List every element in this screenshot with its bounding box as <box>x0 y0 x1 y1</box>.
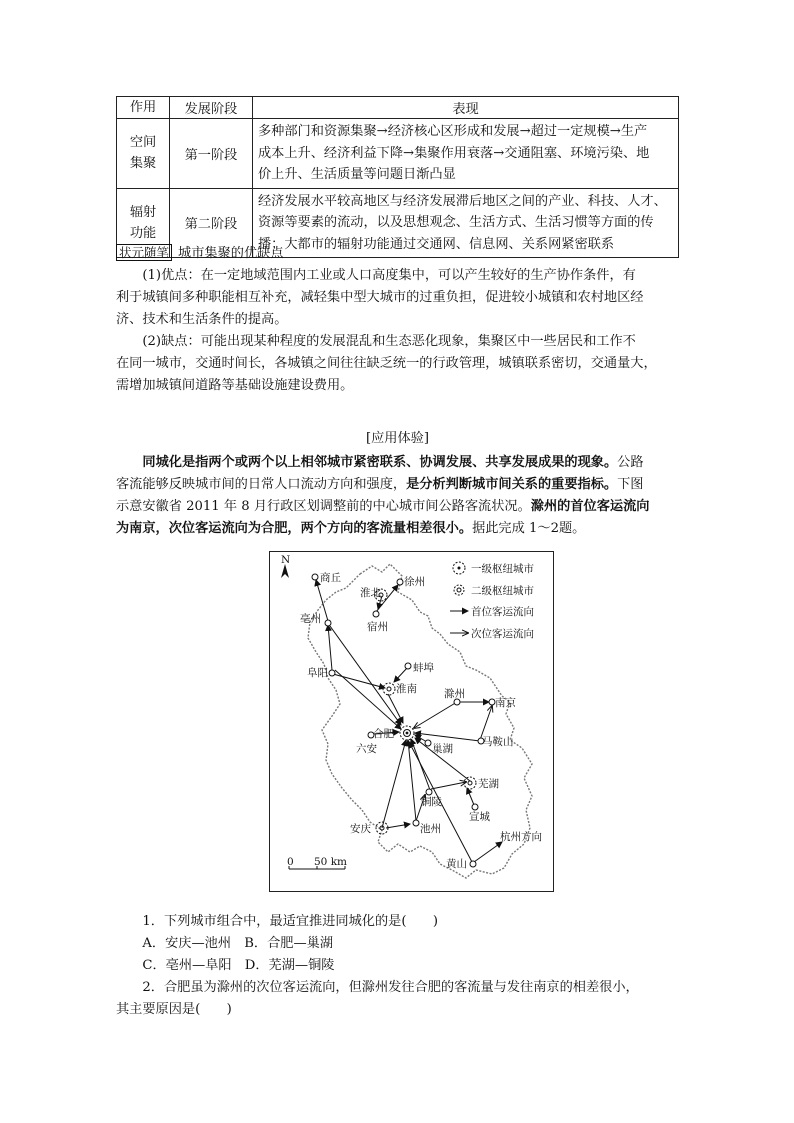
note-heading <box>116 243 679 265</box>
legend-primary-flow: 首位客运流向 <box>471 606 534 618</box>
table-header-row <box>117 97 679 119</box>
question-1-options-cd: C．亳州—阜阳 D．芜湖—铜陵 <box>142 958 335 973</box>
city-bengbu: 蚌埠 <box>413 662 434 674</box>
question-2 <box>116 977 679 1021</box>
note-tag: 状元随笔 <box>116 244 172 261</box>
city-anqing: 安庆 <box>350 823 371 835</box>
question-1 <box>116 911 679 977</box>
row-stage: 第一阶段 <box>170 119 253 189</box>
scale-bar <box>287 856 347 869</box>
city-huangshan: 黄山 <box>446 858 467 870</box>
legend-second-hub: 二级枢纽城市 <box>471 585 534 597</box>
map-svg <box>270 552 553 891</box>
city-tongling: 铜陵 <box>421 796 442 808</box>
question-2-line1: 2．合肥虽为滁州的次位客运流向，但滁州发往合肥的客流量与发往南京的相差很小， <box>142 980 639 995</box>
city-wuhu: 芜湖 <box>478 778 499 790</box>
city-markers <box>312 574 495 867</box>
row-performance: 多种部门和资源集聚→经济核心区形成和发展→超过一定规模→生产 成本上升、经济利益下降→集聚作用衰落→交通阻塞、环境污染、地 价上升、生活质量等问题日渐凸显 <box>253 119 679 189</box>
row-role: 空间 集聚 <box>117 119 170 189</box>
city-luan: 六安 <box>356 743 377 755</box>
passenger-flow-map <box>269 551 554 892</box>
city-hefei: 合肥 <box>373 728 394 740</box>
section-title: [应用体验] <box>365 431 430 446</box>
city-xuancheng: 宣城 <box>469 811 490 823</box>
city-hangzhou: 杭州方向 <box>500 831 542 843</box>
city-chaohu: 巢湖 <box>432 743 453 755</box>
north-arrow-icon <box>281 564 289 578</box>
city-bozhou: 亳州 <box>300 613 321 625</box>
header-performance: 表现 <box>253 97 679 119</box>
note-advantages: (1)优点：在一定地域范围内工业或人口高度集中，可以产生较好的生产协作条件，有 利于城镇间多种职能相互补充，减轻集中型大城市的过重负担，促进较小城镇和农村地区经 济、技术和生活条件的提高。 <box>116 268 644 327</box>
question-2-line2: 其主要原因是( ) <box>116 1002 232 1017</box>
header-role: 作用 <box>117 97 170 119</box>
city-chizhou: 池州 <box>420 823 441 835</box>
question-1-options-ab: A．安庆—池州 B．合肥—巢湖 <box>142 936 334 951</box>
city-nanjing: 南京 <box>495 697 516 709</box>
stage-table <box>116 96 679 258</box>
header-stage: 发展阶段 <box>170 97 253 119</box>
row-stage: 第二阶段 <box>170 188 253 258</box>
row-performance: 经济发展水平较高地区与经济发展滞后地区之间的产业、科技、人才、 资源等要素的流动，以及思想观念、生活方式、生活习惯等方面的传 播；大都市的辐射功能通过交通网、信息网、关系网紧密联系 <box>253 188 679 258</box>
question-1-stem: 1．下列城市组合中，最适宜推进同城化的是( ) <box>142 914 439 929</box>
legend-first-hub: 一级枢纽城市 <box>471 563 534 575</box>
intro-paragraph: 同城化是指两个或两个以上相邻城市紧密联系、协调发展、共享发展成果的现象。公路 客流能够反映城市间的日常人口流动方向和强度，是分析判断城市间关系的重要指标。下图 示意安徽省 2011 年 8 月行政区划调整前的中心城市间公路客流状况。滁州的首位客运流向 为南京，次位客运流向为合肥，两个方向的客流量相差很小。据此完成 1～2题。 <box>116 455 650 536</box>
legend-secondary-flow: 次位客运流向 <box>471 628 534 640</box>
north-label: N <box>281 554 291 566</box>
city-suzhou: 宿州 <box>367 621 388 633</box>
scale-zero: 0 <box>287 856 294 868</box>
scale-label: 50 km <box>314 856 348 868</box>
note-disadvantages: (2)缺点：可能出现某种程度的发展混乱和生态恶化现象，集聚区中一些居民和工作不 在同一城市，交通时间长，各城镇之间往往缺乏统一的行政管理，城镇联系密切，交通量大， 需增加城镇间道路等基础设施建设费用。 <box>116 334 657 393</box>
city-fuyang: 阜阳 <box>307 667 328 679</box>
city-huainan: 淮南 <box>396 683 417 695</box>
city-huaibei: 淮北 <box>360 587 381 599</box>
city-maanshan: 马鞍山 <box>482 736 514 748</box>
row-role: 辐射 功能 <box>117 188 170 258</box>
map-legend <box>450 562 534 640</box>
note-title: 城市集聚的优缺点 <box>178 246 284 261</box>
table-row <box>117 119 679 189</box>
city-xuzhou: 徐州 <box>404 576 425 588</box>
city-chuzhou: 滁州 <box>444 688 465 700</box>
city-shangqiu: 商丘 <box>320 572 341 584</box>
